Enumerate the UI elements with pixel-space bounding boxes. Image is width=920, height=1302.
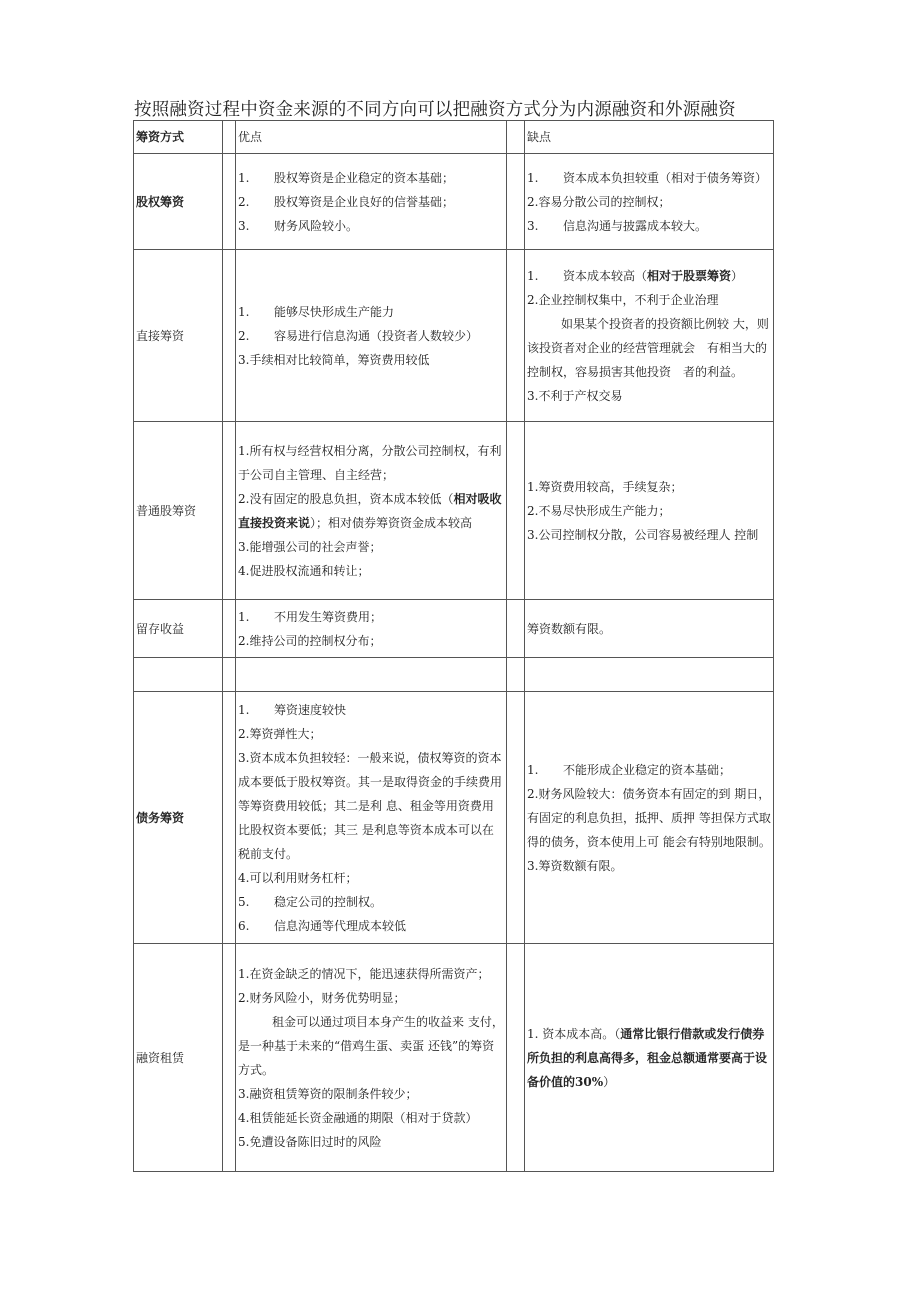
spacer-cell bbox=[223, 600, 236, 658]
method-cell: 融资租赁 bbox=[134, 944, 223, 1172]
spacer-cell bbox=[223, 121, 236, 154]
table-row bbox=[134, 600, 774, 658]
spacer-cell bbox=[507, 692, 525, 944]
empty-row bbox=[134, 658, 774, 692]
empty-cell bbox=[134, 658, 223, 692]
table-header-row bbox=[134, 121, 774, 154]
financing-methods-table bbox=[133, 120, 774, 1172]
header-pros: 优点 bbox=[236, 121, 507, 154]
pros-cell: 1. 股权筹资是企业稳定的资本基础； 2. 股权筹资是企业良好的信誉基础； 3. 财务风险较小。 bbox=[236, 154, 507, 250]
method-cell: 留存收益 bbox=[134, 600, 223, 658]
header-cons: 缺点 bbox=[525, 121, 774, 154]
table-row bbox=[134, 250, 774, 422]
method-cell: 债务筹资 bbox=[134, 692, 223, 944]
spacer-cell bbox=[223, 250, 236, 422]
method-cell: 股权筹资 bbox=[134, 154, 223, 250]
spacer-cell bbox=[507, 944, 525, 1172]
empty-cell bbox=[525, 658, 774, 692]
table-row bbox=[134, 154, 774, 250]
pros-cell: 1. 不用发生筹资费用； 2.维持公司的控制权分布； bbox=[236, 600, 507, 658]
spacer-cell bbox=[223, 692, 236, 944]
spacer-cell bbox=[507, 658, 525, 692]
cons-cell: 1. 资本成本负担较重（相对于债务筹资） 2.容易分散公司的控制权； 3. 信息沟通与披露成本较大。 bbox=[525, 154, 774, 250]
table-row bbox=[134, 944, 774, 1172]
header-method: 筹资方式 bbox=[134, 121, 223, 154]
spacer-cell bbox=[223, 944, 236, 1172]
spacer-cell bbox=[507, 121, 525, 154]
cons-cell: 1. 资本成本较高（相对于股票筹资） 2.企业控制权集中，不利于企业治理 如果某个投资者的投资额比例较 大，则该投资者对企业的经营管理就会 有相当大的控制权，容易损害其他投资 者的利益。 3.不利于产权交易 bbox=[525, 250, 774, 422]
pros-cell: 1.所有权与经营权相分离，分散公司控制权，有利于公司自主管理、自主经营； 2.没有固定的股息负担，资本成本较低（相对吸收直接投资来说）；相对债券筹资资金成本较高 3.能增强公司的社会声誉； 4.促进股权流通和转让； bbox=[236, 422, 507, 600]
pros-cell: 1. 筹资速度较快 2.筹资弹性大； 3.资本成本负担较轻：一般来说，债权筹资的资本成本要低于股权筹资。其一是取得资金的手续费用等筹资费用较低；其二是利 息、租金等用资费用比股权资本要低；其三 是利息等资本成本可以在税前支付。 4.可以利用财务杠杆； 5. 稳定公司的控制权。 6. 信息沟通等代理成本较低 bbox=[236, 692, 507, 944]
cons-cell: 1. 不能形成企业稳定的资本基础； 2.财务风险较大：债务资本有固定的到 期日，有固定的利息负担，抵押、质押 等担保方式取得的债务，资本使用上可 能会有特别地限制。 3.筹资数额有限。 bbox=[525, 692, 774, 944]
page-title: 按照融资过程中资金来源的不同方向可以把融资方式分为内源融资和外源融资 bbox=[134, 100, 736, 120]
empty-cell bbox=[236, 658, 507, 692]
spacer-cell bbox=[223, 658, 236, 692]
spacer-cell bbox=[507, 600, 525, 658]
method-cell: 直接筹资 bbox=[134, 250, 223, 422]
pros-cell: 1.在资金缺乏的情况下，能迅速获得所需资产； 2.财务风险小，财务优势明显； 租金可以通过项目本身产生的收益来 支付，是一种基于未来的“借鸡生蛋、卖蛋 还钱”的筹资方式。 3.融资租赁筹资的限制条件较少； 4.租赁能延长资金融通的期限（相对于贷款） 5.免遭设备陈旧过时的风险 bbox=[236, 944, 507, 1172]
spacer-cell bbox=[223, 422, 236, 600]
spacer-cell bbox=[223, 154, 236, 250]
spacer-cell bbox=[507, 154, 525, 250]
cons-cell: 1. 资本成本高。（通常比银行借款或发行债券所负担的利息高得多，租金总额通常要高于设备价值的30%） bbox=[525, 944, 774, 1172]
cons-cell: 筹资数额有限。 bbox=[525, 600, 774, 658]
pros-cell: 1. 能够尽快形成生产能力 2. 容易进行信息沟通（投资者人数较少） 3.手续相对比较简单，筹资费用较低 bbox=[236, 250, 507, 422]
spacer-cell bbox=[507, 422, 525, 600]
table-row bbox=[134, 422, 774, 600]
method-cell: 普通股筹资 bbox=[134, 422, 223, 600]
cons-cell: 1.筹资费用较高，手续复杂； 2.不易尽快形成生产能力； 3.公司控制权分散，公司容易被经理人 控制 bbox=[525, 422, 774, 600]
spacer-cell bbox=[507, 250, 525, 422]
table-row bbox=[134, 692, 774, 944]
